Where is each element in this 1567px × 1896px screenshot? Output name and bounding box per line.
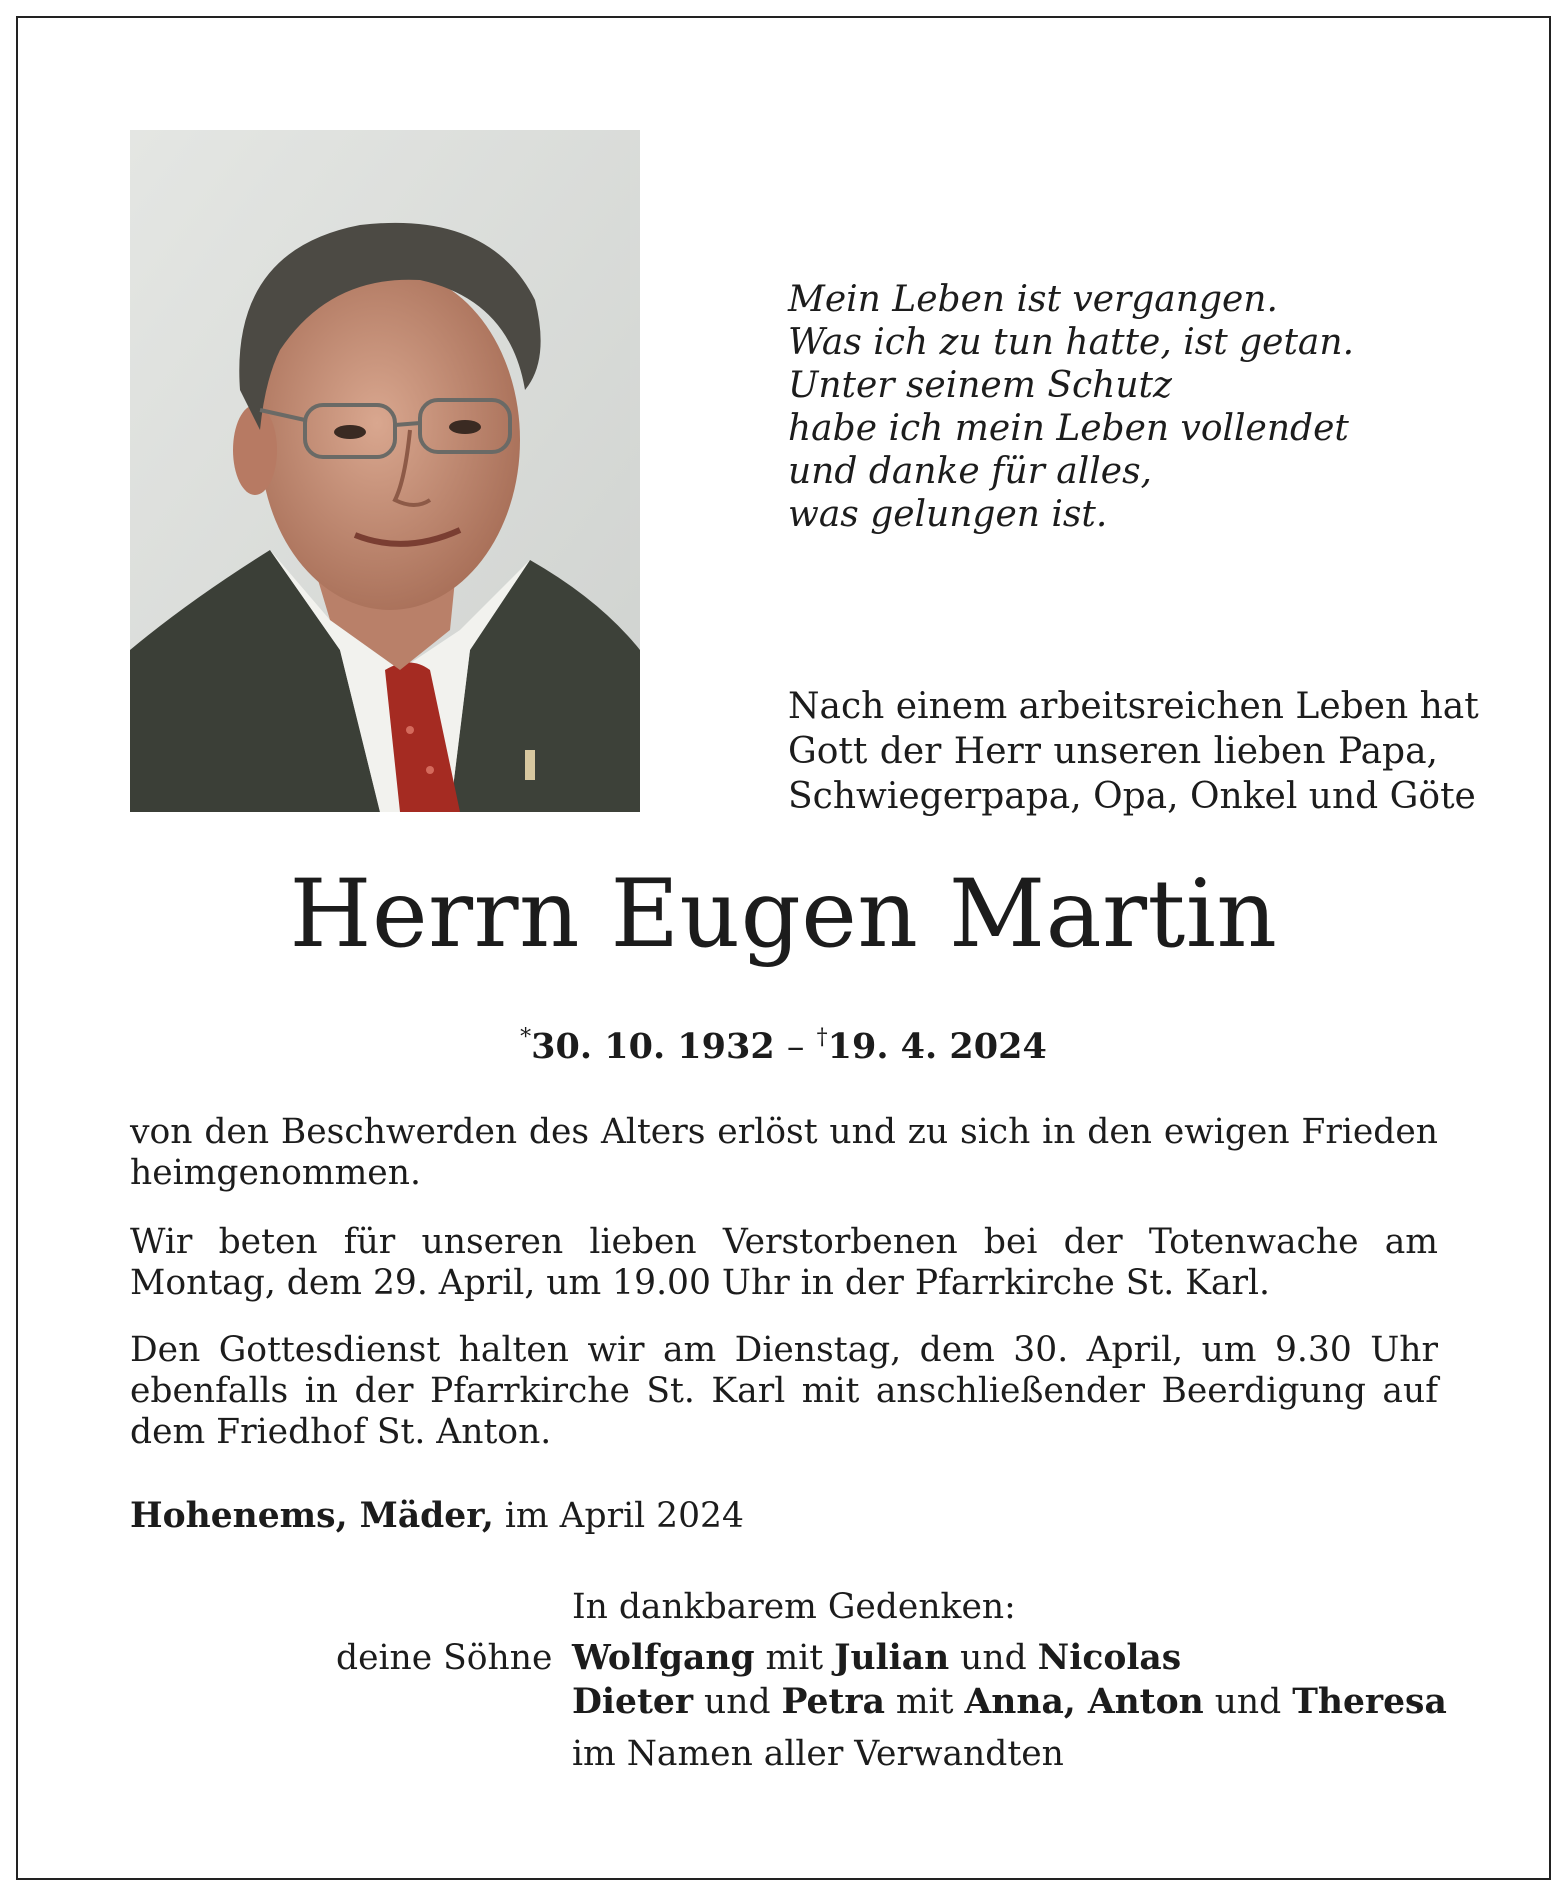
poem-line: und danke für alles, [788, 451, 1152, 492]
connector-word: und [960, 1638, 1027, 1678]
thanks-line: In dankbarem Gedenken: [572, 1587, 1016, 1627]
birth-symbol: * [520, 1025, 532, 1050]
mourner-name: Dieter [572, 1682, 694, 1722]
poem-line: habe ich mein Leben vollendet [788, 408, 1349, 449]
death-symbol: † [816, 1025, 828, 1050]
portrait-photo [130, 130, 640, 812]
service-line: ebenfalls in der Pfarrkirche St. Karl mit anschließender Beerdigung auf [130, 1371, 1438, 1411]
mourners-line-2 [572, 1680, 1447, 1724]
paragraph-service [130, 1330, 1438, 1453]
life-dates [0, 1016, 1567, 1069]
intro-line: Nach einem arbeitsreichen Leben hat [788, 686, 1479, 727]
mourners-line-1 [572, 1636, 1447, 1680]
intro-text [788, 684, 1479, 819]
intro-line: Schwiegerpapa, Opa, Onkel und Göte [788, 776, 1476, 817]
service-line: Den Gottesdienst halten wir am Dienstag, dem 30. April, um 9.30 Uhr [130, 1330, 1438, 1370]
poem-line: Unter seinem Schutz [788, 365, 1172, 406]
connector-word: und [1214, 1682, 1282, 1722]
sons-label: deine Söhne [336, 1638, 553, 1678]
connector-word: mit [765, 1638, 824, 1678]
mourner-name: Julian [834, 1638, 950, 1678]
paragraph-release: von den Beschwerden des Alters erlöst und zu sich in den ewigen Frieden heimgenommen. [130, 1112, 1438, 1193]
paragraph-wake: Wir beten für unseren lieben Verstorbenen bei der Totenwache am Montag, dem 29. April, um 19.00 Uhr in der Pfarrkirche St. Karl. [130, 1222, 1438, 1303]
date-separator: – [786, 1027, 805, 1067]
mourner-name: Petra [781, 1682, 885, 1722]
mourner-name: Anna, Anton [964, 1682, 1204, 1722]
place-month: im April 2024 [504, 1496, 744, 1536]
connector-word: mit [895, 1682, 954, 1722]
poem-line: Mein Leben ist vergangen. [788, 279, 1278, 320]
mourners-list [572, 1636, 1447, 1724]
service-line: dem Friedhof St. Anton. [130, 1412, 552, 1452]
intro-line: Gott der Herr unseren lieben Papa, [788, 731, 1438, 772]
mourner-name: Nicolas [1037, 1638, 1182, 1678]
poem-line: was gelungen ist. [788, 494, 1108, 535]
relatives-line: im Namen aller Verwandten [572, 1734, 1064, 1774]
mourner-name: Wolfgang [572, 1638, 755, 1678]
mourner-name: Theresa [1292, 1682, 1447, 1722]
birth-date: 30. 10. 1932 [531, 1026, 775, 1067]
poem [788, 278, 1468, 536]
place-names: Hohenems, Mäder, [130, 1496, 494, 1536]
death-date: 19. 4. 2024 [827, 1026, 1047, 1067]
deceased-name: Herrn Eugen Martin [289, 860, 1278, 969]
connector-word: und [704, 1682, 771, 1722]
place-date [130, 1494, 744, 1538]
poem-line: Was ich zu tun hatte, ist getan. [788, 322, 1355, 363]
